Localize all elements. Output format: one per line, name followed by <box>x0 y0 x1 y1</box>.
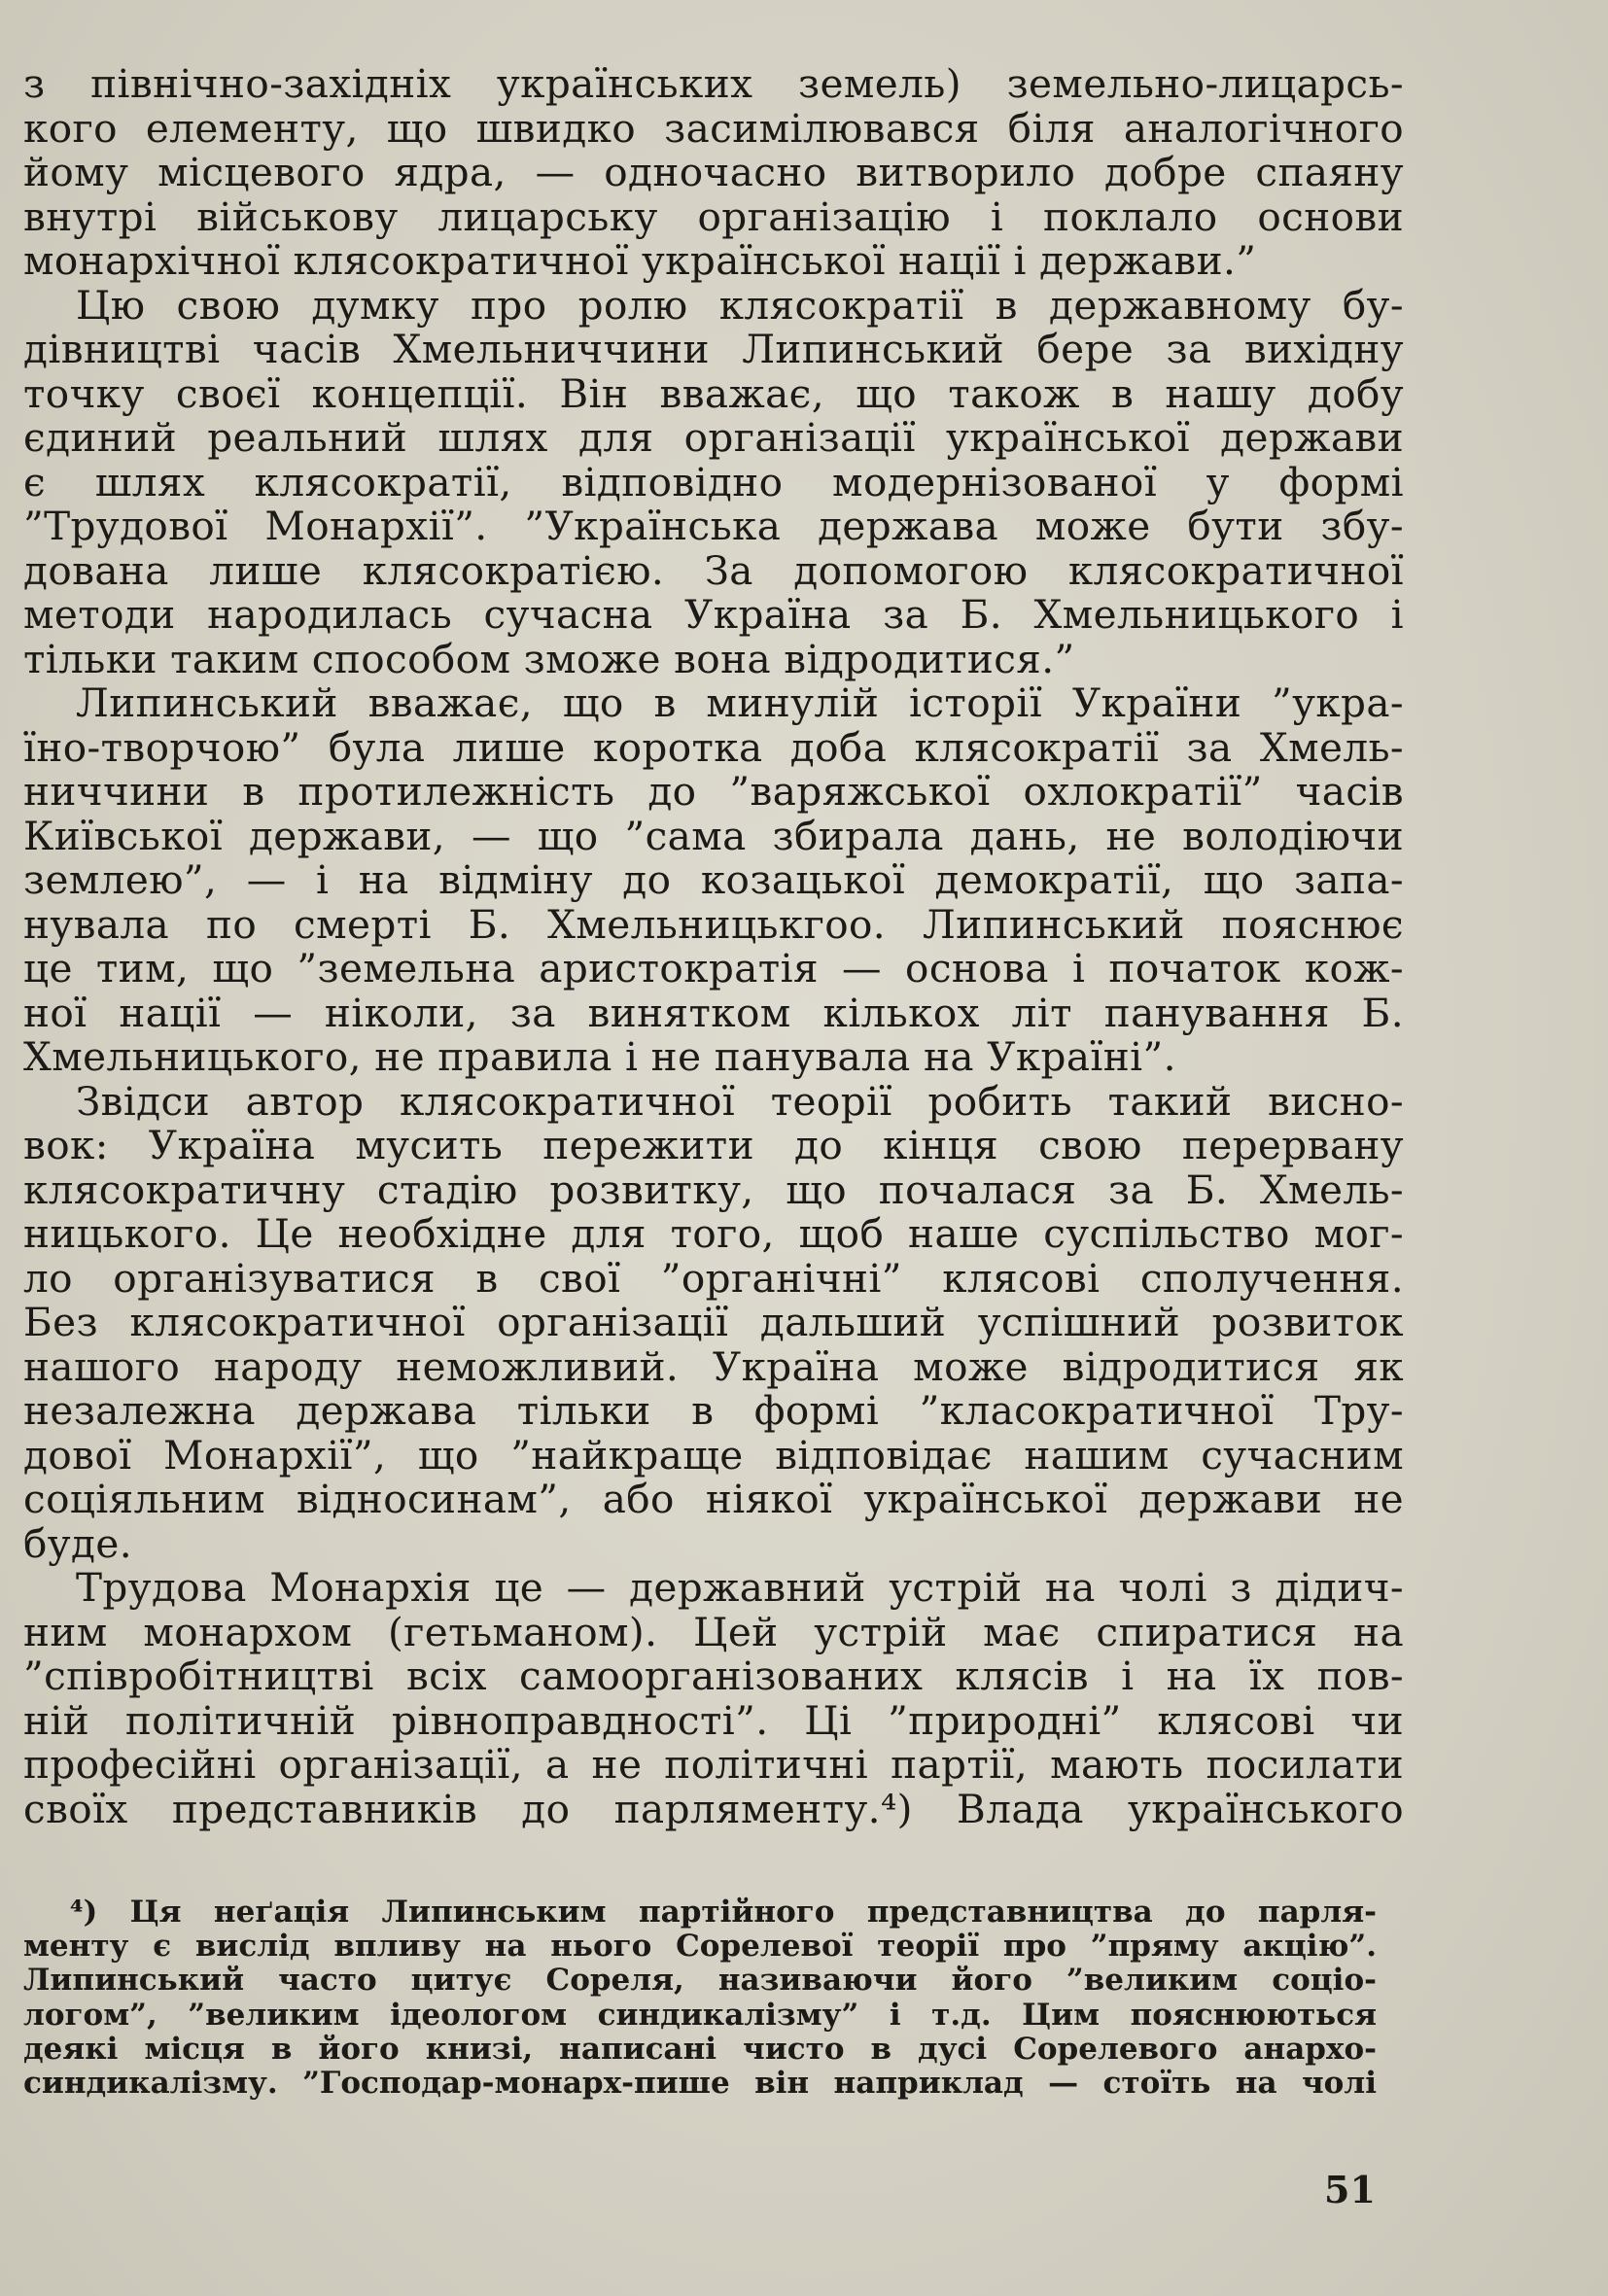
text-line: Липинський вважає, що в минулій історії України ”укра- <box>76 679 1404 726</box>
text-line: вок: Україна мусить пережити до кінця свою перервану <box>23 1122 1404 1168</box>
page-number: 51 <box>1324 2168 1376 2211</box>
text-line: буде. <box>23 1519 132 1567</box>
text-line: Звідси автор клясократичної теорії робить такий висно- <box>76 1077 1404 1125</box>
text-line: нашого народу неможливий. Україна може відродитися як <box>23 1342 1404 1390</box>
text-line: це тим, що ”земельна аристократія — основа і початок кож- <box>23 945 1404 991</box>
text-line: незалежна держава тільки в формі ”класократичної Тру- <box>23 1387 1404 1434</box>
text-line: професійні організації, а не політичні партії, мають посилати <box>23 1741 1404 1788</box>
text-line: землею”, — і на відміну до козацької демократії, що запа- <box>23 856 1404 903</box>
text-line: Хмельницького, не правила і не панувала на Україні”. <box>23 1033 1176 1080</box>
footnote-line: логом”, ”великим ідеологом синдикалізму” і т.д. Цим пояснюються <box>23 1997 1377 2033</box>
text-line: Без клясократичної організації дальший успішний розвиток <box>23 1299 1404 1345</box>
text-line: ній політичній рівноправдності”. Ці ”природні” клясові чи <box>23 1696 1404 1744</box>
text-line: монархічної клясократичної української нації і держави.” <box>23 237 1257 284</box>
text-line: дової Монархії”, що ”найкраще відповідає нашим сучасним <box>23 1431 1404 1478</box>
text-line: внутрі військову лицарську організацію і поклало основи <box>23 192 1404 240</box>
text-line: клясократичну стадію розвитку, що почалася за Б. Хмель- <box>23 1165 1404 1213</box>
text-line: методи народилась сучасна Україна за Б. Хмельницького і <box>23 591 1404 638</box>
text-line: з північно-західніх українських земель) земельно-лицарсь- <box>23 60 1404 107</box>
text-line: йому місцевого ядра, — одночасно витворило добре спаяну <box>23 149 1404 195</box>
text-line: єдиний реальний шлях для організації української держави <box>23 414 1404 461</box>
text-line: ним монархом (гетьманом). Цей устрій має спиратися на <box>23 1608 1404 1655</box>
main-text <box>23 62 1404 1831</box>
text-line: тільки таким способом зможе вона відродитися.” <box>23 635 1075 682</box>
footnote <box>23 1896 1377 2101</box>
text-line: Київської держави, — що ”сама збирала дань, не володіючи <box>23 812 1404 859</box>
text-line: соціяльним відносинам”, або ніякої української держави не <box>23 1476 1404 1522</box>
text-line: нувала по смерті Б. Хмельницькгоо. Липинський пояснює <box>23 900 1404 948</box>
text-line: їно-творчою” була лише коротка доба клясократії за Хмель- <box>23 723 1404 771</box>
text-line: Цю свою думку про ролю клясократії в державному бу- <box>76 281 1404 329</box>
text-line: ницького. Це необхідне для того, щоб наше суспільство мог- <box>23 1210 1404 1257</box>
text-line: ниччини в протилежність до ”варяжської охлократії” часів <box>23 768 1404 815</box>
footnote-line: синдикалізму. ”Господар-монарх-пише він наприклад — стоїть на чолі <box>23 2065 1377 2101</box>
footnote-line: Липинський часто цитує Сореля, називаючи його ”великим соціо- <box>23 1963 1377 1999</box>
footnote-line: менту є вислід впливу на нього Сорелевої теорії про ”пряму акцію”. <box>23 1929 1377 1965</box>
footnote-line: деякі місця в його книзі, написані чисто в дусі Сорелевого анархо- <box>23 2031 1377 2067</box>
text-line: точку своєї концепції. Він вважає, що також в нашу добу <box>23 369 1404 417</box>
text-line: дована лише клясократією. За допомогою клясократичної <box>23 546 1404 594</box>
text-line: дівництві часів Хмельниччини Липинський бере за вихідну <box>23 326 1404 372</box>
text-line: ”співробітництві всіх самоорганізованих клясів і на їх пов- <box>23 1652 1404 1699</box>
text-line: ло організуватися в свої ”органічні” клясові сполучення. <box>23 1254 1404 1302</box>
text-line: Трудова Монархія це — державний устрій на чолі з дідич- <box>76 1564 1404 1611</box>
text-line: кого елементу, що швидко засимілювався біля аналогічного <box>23 104 1404 152</box>
text-line: своїх представників до парляменту.⁴) Влада українського <box>23 1785 1404 1832</box>
text-line: ”Трудової Монархії”. ”Українська держава може бути збу- <box>23 503 1404 549</box>
text-line: ної нації — ніколи, за винятком кількох літ панування Б. <box>23 989 1404 1036</box>
footnote-line: ⁴) Ця неґація Липинським партійного представництва до парля- <box>70 1895 1377 1930</box>
text-line: є шлях клясократії, відповідно модернізованої у формі <box>23 458 1404 505</box>
